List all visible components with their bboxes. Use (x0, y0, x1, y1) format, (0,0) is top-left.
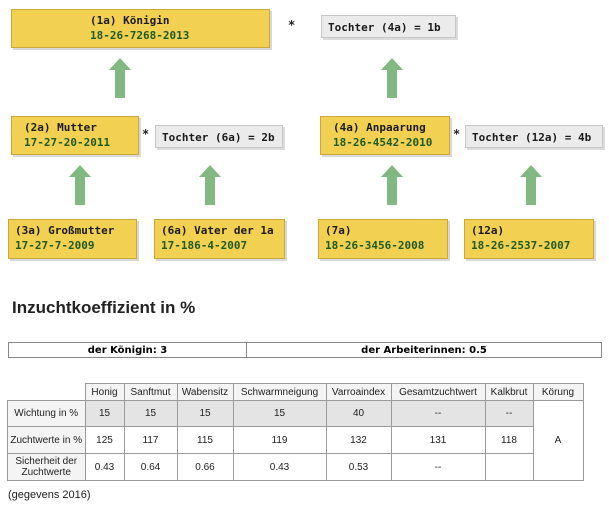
footnote: (gegevens 2016) (8, 489, 91, 501)
table-cell (485, 454, 533, 481)
multiply-sign: * (453, 127, 461, 141)
col-header: Kalkbrut (485, 384, 533, 401)
col-header: Schwarmneigung (233, 384, 326, 401)
b12-label: (12a) (471, 224, 505, 237)
b7-code: 18-26-3456-2008 (325, 239, 425, 252)
col-header: Varroaindex (326, 384, 391, 401)
multiply-sign: * (142, 127, 150, 141)
table-cell: 119 (233, 427, 326, 454)
arrow-up-icon (199, 165, 221, 205)
inbreeding-workers: der Arbeiterinnen: 0.5 (247, 343, 602, 358)
inbreeding-queen: der Königin: 3 (9, 343, 247, 358)
father-label: (6a) Vater der 1a (161, 224, 274, 237)
arrow-up-icon (520, 165, 542, 205)
grandmother-code: 17-27-7-2009 (15, 239, 95, 252)
koerung-cell: A (533, 401, 583, 481)
table-cell: 0.43 (233, 454, 326, 481)
table-cell: -- (391, 401, 485, 427)
pedigree-box-mother (11, 116, 139, 155)
inbreeding-table (8, 342, 602, 358)
table-cell: 15 (177, 401, 233, 427)
daughter-4b-box: Tochter (12a) = 4b (465, 125, 603, 148)
pedigree-box-mating (320, 116, 450, 155)
corner-cell (8, 384, 86, 401)
col-header: Honig (85, 384, 124, 401)
table-cell: 0.43 (85, 454, 124, 481)
table-cell: 117 (124, 427, 177, 454)
table-cell: 132 (326, 427, 391, 454)
table-cell: 131 (391, 427, 485, 454)
daughter-2b-box: Tochter (6a) = 2b (155, 125, 283, 148)
arrow-up-icon (381, 58, 403, 98)
queen-code: 18-26-7268-2013 (90, 29, 190, 42)
table-row (8, 427, 584, 454)
mating-label: (4a) Anpaarung (333, 121, 426, 134)
b7-label: (7a) (325, 224, 352, 237)
table-cell: 0.53 (326, 454, 391, 481)
mating-code: 18-26-4542-2010 (333, 136, 433, 149)
arrow-up-icon (381, 165, 403, 205)
father-code: 17-186-4-2007 (161, 239, 248, 252)
multiply-sign: * (288, 18, 296, 32)
mother-code: 17-27-20-2011 (24, 136, 111, 149)
pedigree-box-queen (11, 9, 270, 48)
row-label: Sicherheit der Zuchtwerte (8, 454, 86, 481)
breeding-values-table (7, 383, 584, 481)
table-cell: 115 (177, 427, 233, 454)
table-cell: 118 (485, 427, 533, 454)
mother-label: (2a) Mutter (24, 121, 97, 134)
pedigree-box-grandmother (8, 219, 137, 259)
table-cell: 15 (233, 401, 326, 427)
row-label: Zuchtwerte in % (8, 427, 86, 454)
queen-label: (1a) Königin (90, 14, 170, 27)
table-cell: -- (485, 401, 533, 427)
table-cell: -- (391, 454, 485, 481)
table-cell: 15 (85, 401, 124, 427)
daughter-1b-box: Tochter (4a) = 1b (321, 15, 456, 38)
pedigree-box-father (154, 219, 285, 259)
row-label: Wichtung in % (8, 401, 86, 427)
b12-code: 18-26-2537-2007 (471, 239, 571, 252)
table-cell: 15 (124, 401, 177, 427)
arrow-up-icon (109, 58, 131, 98)
table-cell: 0.64 (124, 454, 177, 481)
table-row (8, 454, 584, 481)
table-row (8, 401, 584, 427)
grandmother-label: (3a) Großmutter (15, 224, 115, 237)
col-header: Sanftmut (124, 384, 177, 401)
arrow-up-icon (69, 165, 91, 205)
pedigree-box-7a (318, 219, 448, 259)
col-header: Körung (533, 384, 583, 401)
col-header: Wabensitz (177, 384, 233, 401)
table-cell: 125 (85, 427, 124, 454)
table-cell: 0.66 (177, 454, 233, 481)
pedigree-box-12a (464, 219, 594, 259)
table-header-row (8, 384, 584, 401)
inbreeding-title: Inzuchtkoeffizient in % (12, 298, 196, 317)
table-row (9, 343, 602, 358)
col-header: Gesamtzuchtwert (391, 384, 485, 401)
table-cell: 40 (326, 401, 391, 427)
